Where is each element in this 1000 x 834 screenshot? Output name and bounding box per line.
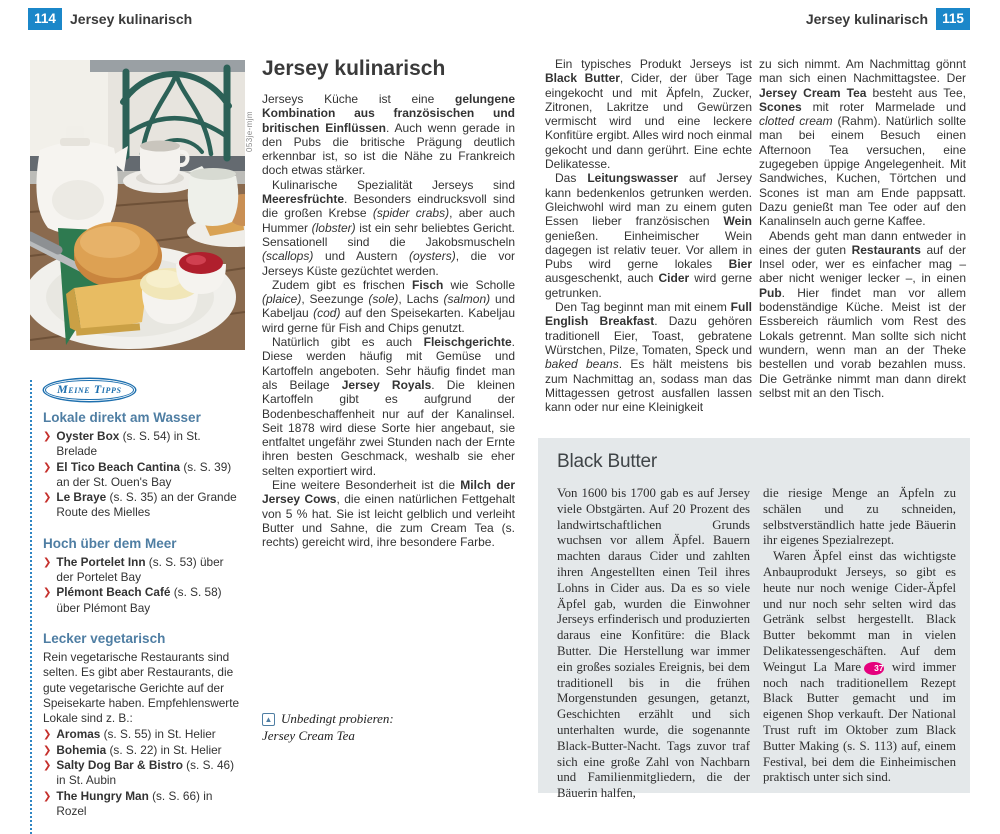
italic-text: (spider crabs) bbox=[372, 206, 450, 221]
tip-item-text bbox=[56, 460, 242, 491]
tip-item-name: The Portelet Inn bbox=[56, 554, 146, 569]
tip-item-text bbox=[56, 743, 242, 758]
infobox-column-1 bbox=[557, 486, 750, 802]
bold-text: Fleischgerichte bbox=[423, 335, 512, 350]
infobox-column-2 bbox=[763, 486, 956, 802]
tip-item-text bbox=[56, 490, 242, 521]
photo-caption bbox=[262, 710, 515, 744]
tip-item-name: El Tico Beach Cantina bbox=[56, 459, 181, 474]
bold-text: Bier bbox=[728, 257, 752, 272]
paragraph bbox=[545, 57, 752, 171]
jam-ramekin bbox=[176, 252, 226, 294]
text-run: auf den Speisekarten. Kabeljau wird gerne für Fish and Chips genutzt. bbox=[262, 306, 515, 335]
italic-text: (salmon) bbox=[443, 292, 491, 307]
text-run: ist ein sehr beliebtes Gericht. Sensationell sind die Jakobsmuscheln bbox=[262, 220, 516, 249]
paragraph bbox=[763, 549, 956, 786]
text-run: . Diese werden häufig mit Gemüse und Kartoffeln angeboten. Sehr häufig findet man als Beilage bbox=[262, 335, 515, 392]
caption-line2: Jersey Cream Tea bbox=[262, 728, 355, 743]
caption-line1: Unbedingt probieren: bbox=[281, 711, 394, 726]
text-run: wird immer noch nach traditionellem Rezept Black Butter gemacht und im eigenen Shop verkauft. Der National Trust ruft im Oktober zum Black Butter Making (s. S. 113) auf, einem Festival, bei dem die Einheimischen praktisch unter sich sind. bbox=[763, 659, 957, 785]
tip-item-name: Le Braye bbox=[56, 490, 107, 505]
page-number-left: 114 bbox=[28, 8, 62, 30]
tip-item-text bbox=[56, 789, 242, 820]
black-butter-infobox bbox=[538, 438, 970, 801]
tip-item bbox=[43, 585, 242, 616]
meine-tipps-badge: Meine Tipps bbox=[45, 380, 134, 400]
article-body-right-2 bbox=[759, 57, 966, 400]
tip-item-name: Plémont Beach Café bbox=[56, 585, 171, 600]
article-column-right-1 bbox=[545, 57, 752, 414]
tips-section bbox=[43, 631, 242, 819]
tip-item-detail: (s. S. 35) an der Grande Route des Mielles bbox=[56, 490, 237, 520]
text-run: . Auch wenn gerade in den Pubs die britische Prägung deutlich erkennbar ist, so ist die Nähe zu Frankreich doch etwas stärker. bbox=[262, 120, 515, 178]
paragraph bbox=[545, 171, 752, 300]
italic-text: (oysters) bbox=[409, 249, 456, 264]
tip-item bbox=[43, 727, 242, 742]
tip-item-detail: (s. S. 22) in St. Helier bbox=[106, 742, 222, 757]
bold-text: Leitungswasser bbox=[587, 171, 679, 186]
text-run: und Austern bbox=[313, 249, 410, 264]
text-run: Von 1600 bis 1700 gab es auf Jersey viele Obstgärten. Auf 20 Prozent des landwirtschaftlichen Grunds wuchsen vor allem Äpfel. Bauern machten daraus Cider und zahlten ihren Angestellten einen Teil ihres Lohns in Cider aus. Da es so viele Äpfel gab, wurden die Einwohner Jerseys erfinderisch und produzierten daraus eine Konfitüre: die Black Butter. Die Herstellung war immer ein großes soziales Ereignis, bei dem traditionell bis in die frühen Morgenstunden gesungen, getanzt, Geschichten erzählt und sich unterhalten wurde, die sogenannte Black-Butter-Nacht. Tags zuvor traf sich eine große Zahl von Nachbarn und Familienmitgliedern, die der Bäuerin halfen, bbox=[557, 486, 750, 801]
chevron-right-icon: ❯ bbox=[43, 587, 52, 599]
text-run: besteht aus Tee, bbox=[866, 85, 966, 100]
bold-text: Jersey Cream Tea bbox=[759, 85, 867, 100]
running-title-right: Jersey kulinarisch bbox=[805, 11, 928, 27]
tip-item-name: Bohemia bbox=[56, 742, 107, 757]
text-run: die riesige Menge an Äpfeln zu schälen und zu schneiden, selbstverständlich hatte jede Bäuerin ihr eigenes Spezialrezept. bbox=[763, 486, 956, 548]
tip-item-name: The Hungry Man bbox=[56, 788, 149, 803]
bold-text: Cider bbox=[658, 271, 690, 286]
tip-item-detail: (s. S. 54) in St. Brelade bbox=[56, 429, 201, 459]
bold-text: Scones bbox=[759, 99, 802, 114]
bold-text: Fisch bbox=[411, 277, 444, 292]
tip-item-name: Salty Dog Bar & Bistro bbox=[56, 758, 183, 773]
cream-tea-photo-illustration bbox=[30, 60, 245, 350]
tip-item bbox=[43, 490, 242, 521]
tip-item bbox=[43, 460, 242, 491]
article-title: Jersey kulinarisch bbox=[262, 57, 446, 80]
tips-section bbox=[43, 410, 242, 521]
text-run: . Dazu gehören traditionell Eier, Toast, gebratene Würstchen, Pilze, Tomaten, Speck und bbox=[545, 314, 752, 357]
chevron-right-icon: ❯ bbox=[43, 760, 52, 772]
text-run: . Es hält meistens bis zum Nachmittag an, sodass man das Mittagessen getrost ausfallen lassen kann oder nur eine Kleinigkeit bbox=[545, 357, 752, 415]
article-column-right-2 bbox=[759, 57, 966, 400]
text-run: Das bbox=[555, 171, 588, 186]
tips-section-heading: Lokale direkt am Wasser bbox=[43, 410, 201, 425]
bold-text: Milch der Jersey Cows bbox=[262, 478, 515, 507]
tip-item-detail: (s. S. 53) über der Portelet Bay bbox=[56, 554, 224, 585]
tip-item-name: Aromas bbox=[56, 727, 101, 742]
italic-text: (lobster) bbox=[311, 220, 356, 235]
paragraph bbox=[759, 57, 966, 229]
text-run: . Die kleinen Kartoffeln gibt es aufgrund der Bodenbeschaffenheit nur auf der Kanalinsel. Seit 1878 wird diese Sorte hier angebaut, sie entfaltet ungefähr zwei Stunden nach der Ernte ihren besten Geschmack, weshalb sie eher selten exportiert wird. bbox=[262, 377, 515, 478]
tips-section-heading: Hoch über dem Meer bbox=[43, 535, 177, 551]
text-run: Kulinarische Spezialität Jerseys sind bbox=[272, 177, 515, 192]
paragraph bbox=[262, 478, 515, 549]
text-run: . Hier findet man vor allem bodenständige Küche. Meist ist der Essbereich räumlich vom Rest des Lokals getrennt. Man sollte sich nicht wundern, wenn man an der Theke bestellen und vorab bezahlen muss. Die Getränke nimmt man dann direkt selbst mit an den Tisch. bbox=[759, 285, 966, 400]
bold-text: gelungene Kombination aus französischen und britischen Einflüssen bbox=[262, 92, 515, 135]
text-run: , Cider, der über Tage eingekocht und mit Äpfeln, Zucker, Zitronen, Lakritze und Gewürzen vermischt wird und eine leckere Konfitüre ergibt. Alles wird noch einmal gekocht und dann gerührt. Eine echte Delikatesse. bbox=[545, 71, 753, 172]
chevron-right-icon: ❯ bbox=[43, 461, 52, 473]
text-run: zu sich nimmt. Am Nachmittag gönnt man sich einen Nachmittagstee. Der bbox=[759, 57, 966, 86]
map-marker-badge: 37 bbox=[864, 662, 883, 675]
text-run: , die einen natürlichen Fettgehalt von 5 % hat. Sie ist leicht gelblich und verleiht Butter und Sahne, die zum Cream Tea (s. rechts) gereicht wird, ihre besondere Farbe. bbox=[262, 492, 515, 550]
text-run: Waren Äpfel einst das wichtigste Anbauprodukt Jerseys, so gibt es heute nur noch wenige Cider-Äpfel und nur noch sehr selten wird das Getränk selbst hergestellt. Black Butter bekommt man in vielen Delikatessengeschäften. Auf dem Weingut La Mare bbox=[763, 549, 956, 674]
paragraph bbox=[759, 229, 966, 401]
italic-text: (scallops) bbox=[262, 249, 314, 264]
text-run: , die vor Jerseys Küste gezüchtet werden. bbox=[262, 249, 515, 278]
tip-item-text bbox=[56, 727, 242, 742]
text-run: , Seezunge bbox=[301, 292, 369, 307]
tips-section-heading: Lecker vegetarisch bbox=[43, 630, 166, 646]
italic-text: clotted cream bbox=[759, 114, 833, 129]
tip-item bbox=[43, 429, 242, 460]
article-body-right-1 bbox=[545, 57, 752, 414]
bold-text: Black Butter bbox=[545, 71, 620, 86]
tip-item-detail: (s. S. 39) an der St. Ouen's Bay bbox=[56, 459, 232, 489]
paragraph bbox=[262, 92, 515, 178]
text-run: Den Tag beginnt man mit einem bbox=[555, 300, 731, 315]
tips-section-intro: Rein vegetarische Restaurants sind selten. Es gibt aber Restaurants, die gute vegetarische Gerichte auf der Speisekarte haben. Empfehlenswerte Lokale sind z. B.: bbox=[43, 649, 240, 726]
article-body bbox=[262, 92, 515, 550]
tip-item bbox=[43, 789, 242, 820]
article-column-main bbox=[262, 57, 515, 550]
tip-item-detail: (s. S. 66) in Rozel bbox=[56, 788, 213, 818]
text-run: Abends geht man dann entweder in eines der guten bbox=[759, 228, 966, 257]
text-run: , aber auch Hummer bbox=[262, 206, 515, 235]
text-run: Natürlich gibt es auch bbox=[272, 335, 424, 350]
text-run: Ein typisches Produkt Jerseys ist bbox=[555, 57, 752, 71]
bold-text: Full English Breakfast bbox=[545, 300, 752, 329]
bold-text: Pub bbox=[759, 285, 782, 300]
text-run: wie Scholle bbox=[443, 277, 515, 292]
photo-reference-icon: ▲ bbox=[262, 713, 275, 726]
text-run: (Rahm). Natürlich sollte man bei einem Besuch einen Afternoon Tea versuchen, eine zugegeben üppige Angelegenheit. Mit Sandwiches, Kuchen, Törtchen und Scones ist man am Ende pappsatt. Dazu genießt man Tee oder auf den Kanalinseln auch gerne Kaffee. bbox=[759, 114, 967, 229]
italic-text: (plaice) bbox=[262, 292, 302, 307]
text-run: auf Jersey kann bedenkenlos getrunken werden. Gleichwohl wird man zu einem guten Essen lieber französischen bbox=[545, 171, 752, 229]
tip-item bbox=[43, 743, 242, 758]
paragraph bbox=[262, 178, 515, 278]
infobox-columns bbox=[557, 486, 956, 802]
running-title-left: Jersey kulinarisch bbox=[70, 11, 193, 27]
paragraph bbox=[557, 486, 750, 802]
chevron-right-icon: ❯ bbox=[43, 744, 52, 756]
tips-sections bbox=[43, 410, 242, 819]
chevron-right-icon: ❯ bbox=[43, 556, 52, 568]
text-run: wird gerne getrunken. bbox=[545, 271, 752, 300]
tip-item-detail: (s. S. 58) über Plémont Bay bbox=[56, 585, 222, 615]
text-run: Jerseys Küche ist eine bbox=[262, 92, 455, 106]
tip-item-text bbox=[56, 555, 242, 586]
infobox-title: Black Butter bbox=[557, 451, 658, 472]
tip-item-detail: (s. S. 55) in St. Helier bbox=[100, 727, 216, 742]
chevron-right-icon: ❯ bbox=[43, 431, 52, 442]
italic-text: baked beans bbox=[545, 357, 619, 372]
text-run: Zudem gibt es frischen bbox=[272, 277, 412, 292]
text-run: , Lachs bbox=[398, 292, 444, 307]
tip-item-text bbox=[56, 429, 242, 460]
tip-item-name: Oyster Box bbox=[56, 429, 120, 443]
bold-text: Meeresfrüchte bbox=[262, 192, 345, 207]
tips-box bbox=[30, 380, 242, 834]
text-run: ausgeschenkt, auch bbox=[545, 271, 659, 286]
tip-item bbox=[43, 555, 242, 586]
bold-text: Jersey Royals bbox=[341, 377, 432, 392]
text-run: mit roter Marmelade und bbox=[801, 99, 966, 114]
text-run: . Besonders eindrucksvoll sind die großen Krebse bbox=[262, 192, 515, 221]
text-run: auf der Insel oder, wer es einfacher mag – aber nicht weniger lecker –, in einen bbox=[759, 242, 966, 286]
text-run: genießen. Einheimischer Wein dagegen ist relativ teuer. Vor allem in Pubs wird gerne lokales bbox=[545, 228, 752, 272]
italic-text: (cod) bbox=[313, 306, 341, 321]
bold-text: Restaurants bbox=[851, 242, 921, 257]
paragraph bbox=[545, 300, 752, 414]
paragraph bbox=[262, 278, 515, 335]
tip-item-detail: (s. S. 46) in St. Aubin bbox=[56, 758, 235, 788]
text-run: Eine weitere Besonderheit ist die bbox=[272, 478, 461, 493]
milk-jug bbox=[188, 166, 239, 226]
photo-credit: 053je-mjm bbox=[245, 111, 254, 152]
header-right bbox=[806, 8, 970, 30]
page-number-right: 115 bbox=[936, 8, 970, 30]
header-left bbox=[28, 8, 192, 30]
tip-item-text bbox=[56, 585, 242, 616]
bold-text: Wein bbox=[723, 214, 752, 229]
tip-item bbox=[43, 758, 242, 789]
chevron-right-icon: ❯ bbox=[43, 729, 52, 741]
tip-item-text bbox=[56, 758, 242, 789]
tips-section bbox=[43, 536, 242, 616]
cream-tea-photo bbox=[30, 60, 245, 350]
italic-text: (sole) bbox=[368, 292, 399, 307]
chevron-right-icon: ❯ bbox=[43, 790, 52, 802]
chevron-right-icon: ❯ bbox=[43, 492, 52, 504]
paragraph bbox=[763, 486, 956, 549]
text-run: und Kabeljau bbox=[262, 292, 515, 321]
paragraph bbox=[262, 335, 515, 478]
